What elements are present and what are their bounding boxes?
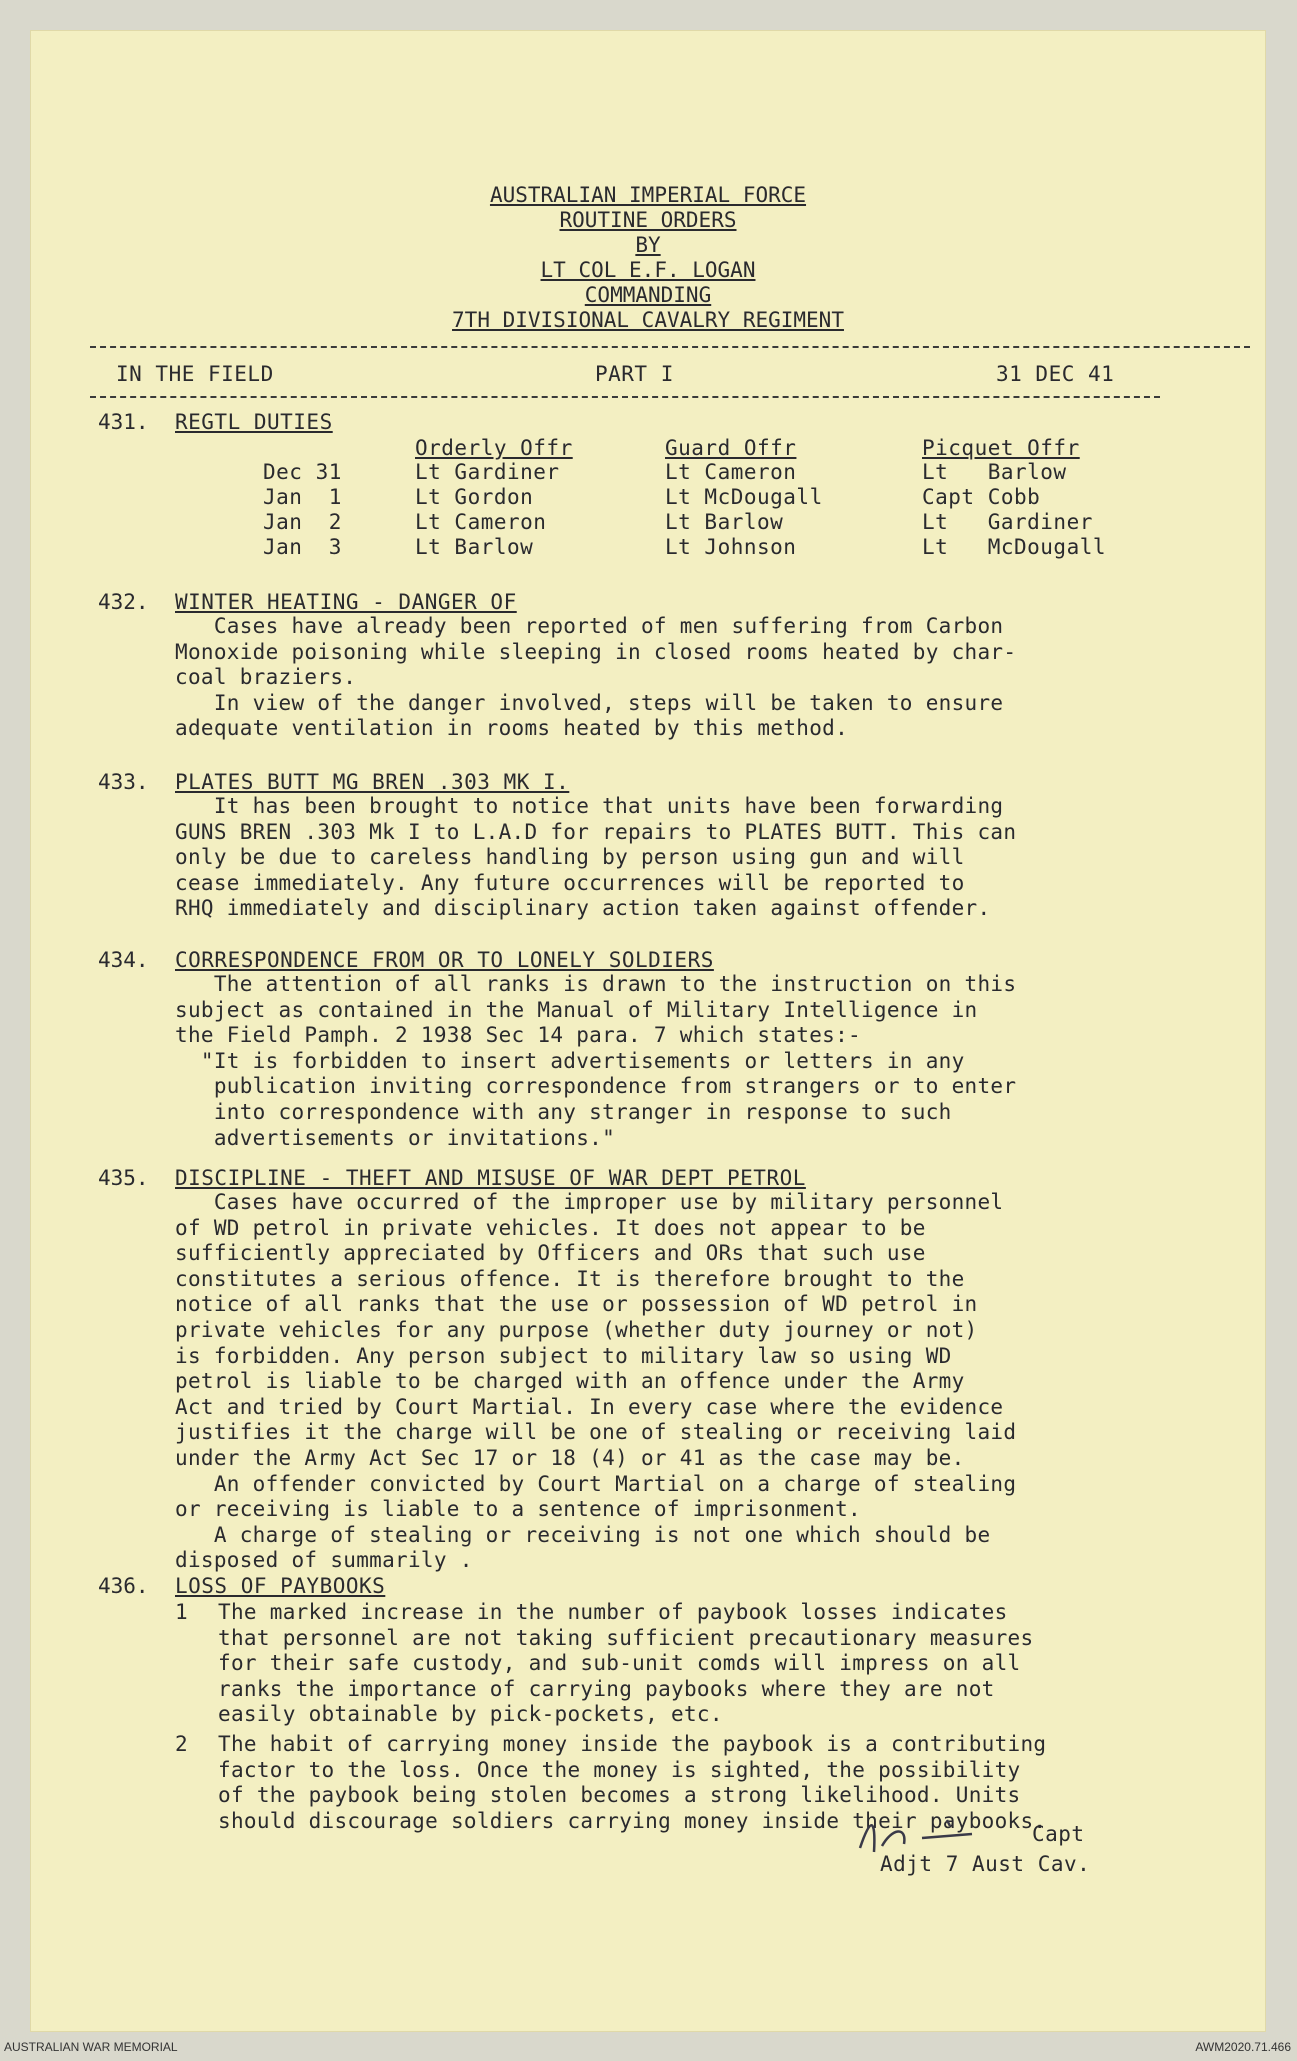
order-date: 31 DEC 41: [996, 362, 1115, 386]
item-number: 2: [175, 1732, 188, 1756]
item-text: The habit of carrying money inside the paybook is a contributing factor to the loss. Once the money is sighted, the possibility of the paybook being stolen becomes a strong likelihood. Units should discourage soldiers carrying money inside their paybooks.: [218, 1732, 1047, 1833]
section-title: WINTER HEATING - DANGER OF: [175, 590, 517, 614]
part-label: PART I: [595, 362, 674, 386]
duty-guard: Lt Barlow: [665, 510, 784, 534]
item-number: 1: [175, 1600, 188, 1624]
duty-date: Dec 31: [263, 460, 342, 484]
duty-picquet: Lt McDougall: [922, 535, 1107, 559]
column-header: Orderly Offr: [415, 436, 573, 460]
section-title: REGTL DUTIES: [175, 410, 333, 434]
duty-picquet: Lt Barlow: [922, 460, 1067, 484]
location: IN THE FIELD: [116, 362, 274, 386]
meta-rule: [90, 396, 1160, 398]
item-text: The marked increase in the number of paybook losses indicates that personnel are not taking sufficient precautionary measures for their safe custody, and sub-unit comds will impress on all ranks the importance of carrying paybooks where they are not easily obtainable by pick-pockets, etc.: [218, 1600, 1034, 1727]
duty-date: Jan 1: [263, 485, 342, 509]
header-by: BY: [635, 233, 661, 257]
duty-guard: Lt Johnson: [665, 535, 797, 559]
section-body: Cases have already been reported of men suffering from Carbon Monoxide poisoning while sleeping in closed rooms heated by char- coal braziers. In view of the danger involved, steps will be taken to ensure adequate ventilation in rooms heated by this method.: [175, 614, 1017, 741]
signatory-appointment: Adjt 7 Aust Cav.: [880, 1852, 1091, 1876]
duty-date: Jan 3: [263, 535, 342, 559]
section-title: CORRESPONDENCE FROM OR TO LONELY SOLDIERS: [175, 948, 714, 972]
header-force: AUSTRALIAN IMPERIAL FORCE: [489, 183, 807, 207]
duty-picquet: Lt Gardiner: [922, 510, 1093, 534]
header-regiment: 7TH DIVISIONAL CAVALRY REGIMENT: [452, 308, 844, 332]
duty-picquet: Capt Cobb: [922, 485, 1041, 509]
document-page: [30, 30, 1266, 2032]
section-body: Cases have occurred of the improper use by military personnel of WD petrol in private vehicles. It does not appear to be sufficiently appreciated by Officers and ORs that such use constitutes a serious offence. It is therefore brought to the notice of all ranks that the use or possession of WD petrol in private vehicles for any purpose (whether duty journey or not) is forbidden. Any person subject to military law so using WD petrol is liable to be charged with an offence under the Army Act and tried by Court Martial. In every case where the evidence justifies it the charge will be one of stealing or receiving laid under the Army Act Sec 17 or 18 (4) or 41 as the case may be. An offender convicted by Court Martial on a charge of stealing or receiving is liable to a sentence of imprisonment. A charge of stealing or receiving is not one which should be disposed of summarily .: [175, 1190, 1017, 1573]
section-title: PLATES BUTT MG BREN .303 MK I.: [175, 770, 570, 794]
section-number: 433.: [98, 770, 149, 794]
top-rule: [90, 346, 1250, 348]
footer-left: AUSTRALIAN WAR MEMORIAL: [4, 2040, 178, 2054]
duty-orderly: Lt Gardiner: [415, 460, 560, 484]
section-number: 432.: [98, 590, 149, 614]
section-body: The attention of all ranks is drawn to the instruction on this subject as contained in the Manual of Military Intelligence in the Field Pamph. 2 1938 Sec 14 para. 7 which states:- "It is forbidden to insert advertisements or letters in any publication inviting correspondence from strangers or to enter into correspondence with any stranger in response to such advertisements or invitations.": [175, 972, 1017, 1150]
section-title: DISCIPLINE - THEFT AND MISUSE OF WAR DEPT PETROL: [175, 1166, 806, 1190]
column-header: Guard Offr: [665, 436, 797, 460]
column-header: Picquet Offr: [922, 436, 1080, 460]
section-title: LOSS OF PAYBOOKS: [175, 1574, 386, 1598]
duty-guard: Lt McDougall: [665, 485, 823, 509]
duty-orderly: Lt Gordon: [415, 485, 534, 509]
duty-date: Jan 2: [263, 510, 342, 534]
section-number: 434.: [98, 948, 149, 972]
signatory-rank: Capt: [1032, 1822, 1085, 1846]
duty-guard: Lt Cameron: [665, 460, 797, 484]
duty-orderly: Lt Barlow: [415, 535, 534, 559]
header-commanding: COMMANDING: [584, 283, 712, 307]
footer-right: AWM2020.71.466: [1195, 2040, 1291, 2054]
section-body: It has been brought to notice that units have been forwarding GUNS BREN .303 Mk I to L.A.D for repairs to PLATES BUTT. This can only be due to careless handling by person using gun and will cease immediately. Any future occurrences will be reported to RHQ immediately and disciplinary action taken against offender.: [175, 794, 1017, 921]
duty-orderly: Lt Cameron: [415, 510, 547, 534]
header-commander: LT COL E.F. LOGAN: [540, 258, 756, 282]
header-title: ROUTINE ORDERS: [559, 208, 737, 232]
section-number: 436.: [98, 1574, 149, 1598]
section-number: 435.: [98, 1166, 149, 1190]
section-number: 431.: [98, 410, 149, 434]
